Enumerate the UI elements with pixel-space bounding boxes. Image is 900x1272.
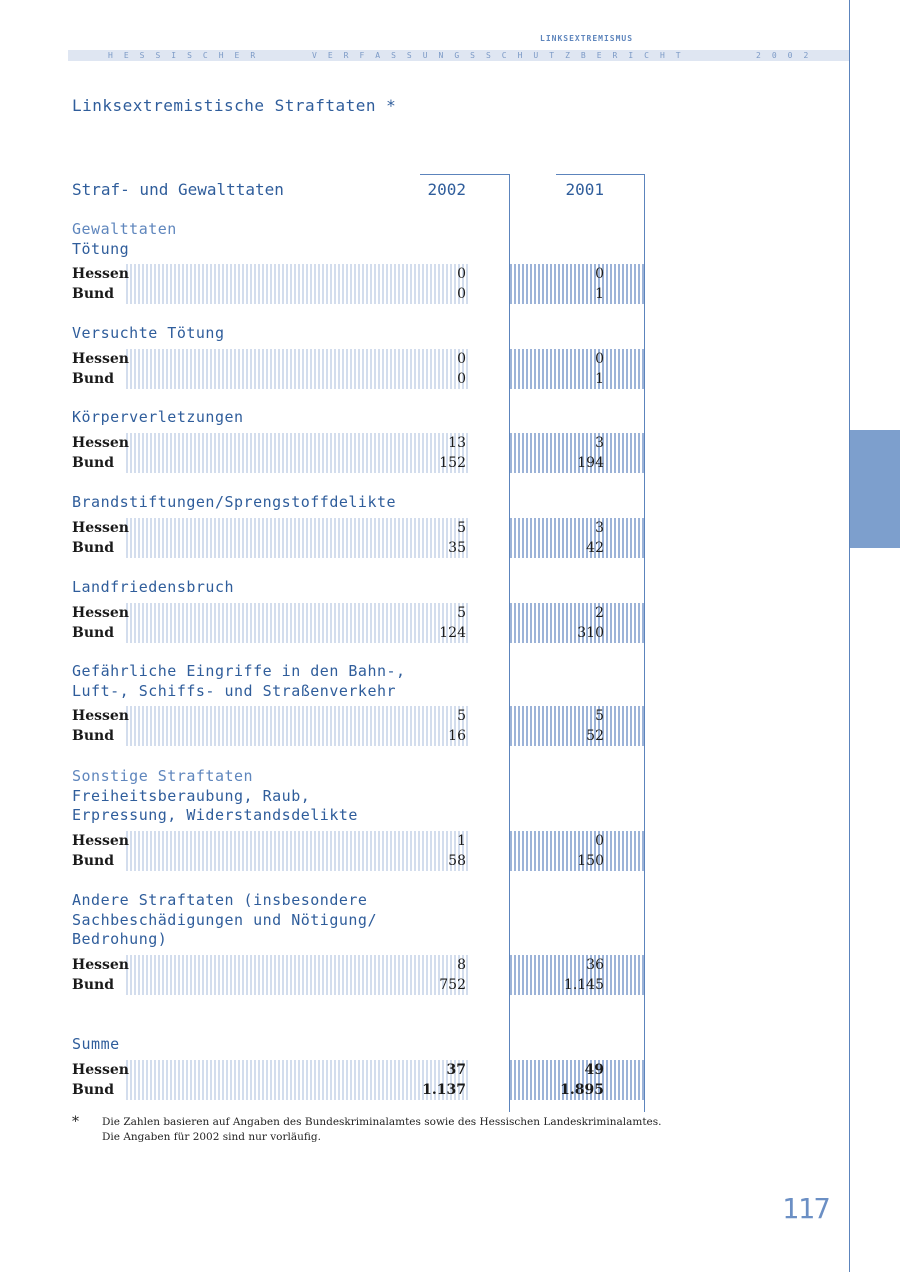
value-2002: 0: [457, 370, 466, 387]
table-right-rule: [644, 174, 645, 1112]
value-2002: 8: [457, 956, 466, 973]
value-2001: 49: [584, 1061, 604, 1078]
section-heading-line: Gefährliche Eingriffe in den Bahn-,: [72, 662, 406, 680]
section-heading-line: Luft-, Schiffs- und Straßenverkehr: [72, 681, 397, 700]
section-heading-line: Erpressung, Widerstandsdelikte: [72, 806, 358, 824]
row-label: Bund: [72, 728, 114, 744]
year-header-2002: 2002: [427, 180, 466, 199]
row-label: Hessen: [72, 832, 129, 849]
value-2001: 1: [595, 286, 604, 302]
section-heading: [72, 662, 406, 701]
row-label: Bund: [72, 624, 114, 641]
row-label: Bund: [72, 286, 114, 302]
section-heading: [72, 493, 396, 513]
value-2001: 1: [595, 370, 604, 387]
row-label: Hessen: [72, 604, 129, 621]
page-title: Linksextremistische Straftaten *: [72, 96, 397, 115]
footnote-line-1: Die Zahlen basieren auf Angaben des Bundeskriminalamtes sowie des Hessischen Landeskriminalamtes.: [102, 1116, 662, 1128]
value-2002: 0: [457, 266, 466, 282]
value-2002: 5: [457, 519, 466, 536]
footnote: [102, 1115, 662, 1145]
value-2002: 752: [439, 976, 466, 993]
value-2001: 1.145: [563, 976, 604, 993]
row-label: Hessen: [72, 350, 129, 367]
value-2001: 150: [577, 852, 604, 869]
section-heading-line: Körperverletzungen: [72, 408, 244, 426]
value-2002: 13: [448, 434, 466, 451]
row-label: Hessen: [72, 708, 129, 724]
row-label: Hessen: [72, 266, 129, 282]
value-2001: 1.895: [560, 1081, 604, 1098]
right-margin-rule: [849, 0, 850, 1272]
value-2002: 0: [457, 350, 466, 367]
section-heading-line: Sonstige Straftaten: [72, 767, 254, 785]
value-2001: 194: [577, 454, 604, 471]
year-2001-top-rule: [556, 174, 645, 175]
value-2002: 152: [439, 454, 466, 471]
header-band-left: HESSISCHER: [108, 51, 267, 60]
value-2001: 5: [595, 708, 604, 724]
header-band-mid: VERFASSUNGSSCHUTZBERICHT: [312, 51, 692, 60]
section-heading-line: Summe: [72, 1035, 120, 1053]
section-heading-line: Tötung: [72, 239, 130, 258]
chapter-tab: [850, 430, 900, 548]
section-heading-line: Bedrohung): [72, 930, 168, 948]
year-header-2001: 2001: [565, 180, 604, 199]
header-band: [68, 50, 850, 61]
value-2001: 2: [595, 604, 604, 621]
row-label: Hessen: [72, 519, 129, 536]
value-2001: 36: [586, 956, 604, 973]
value-2002: 5: [457, 604, 466, 621]
table-column-label: Straf- und Gewalttaten: [72, 180, 284, 199]
row-label: Bund: [72, 539, 114, 556]
section-heading-line: Versuchte Tötung: [72, 324, 225, 342]
value-2002: 58: [448, 852, 466, 869]
value-2001: 0: [595, 832, 604, 849]
section-heading-line: Freiheitsberaubung, Raub,: [72, 786, 311, 805]
row-label: Bund: [72, 976, 114, 993]
value-2002: 0: [457, 286, 466, 302]
section-heading: [72, 408, 244, 428]
section-heading-line: Andere Straftaten (insbesondere: [72, 891, 368, 909]
running-title: LINKSEXTREMISMUS: [540, 34, 634, 43]
section-heading: [72, 220, 177, 259]
value-2001: 0: [595, 350, 604, 367]
section-heading: [72, 578, 234, 598]
value-2001: 52: [586, 728, 604, 744]
footnote-line-2: Die Angaben für 2002 sind nur vorläufig.: [102, 1131, 321, 1143]
section-heading-line: Landfriedensbruch: [72, 578, 235, 596]
header-band-right: 2002: [756, 51, 820, 60]
section-heading: [72, 324, 225, 344]
value-2002: 5: [457, 708, 466, 724]
value-2001: 42: [586, 539, 604, 556]
value-2002: 37: [446, 1061, 466, 1078]
section-heading-line: Gewalttaten: [72, 220, 177, 238]
row-label: Bund: [72, 852, 114, 869]
section-heading: [72, 767, 358, 826]
row-label: Hessen: [72, 1061, 129, 1078]
section-heading-line: Sachbeschädigungen und Nötigung/: [72, 910, 377, 929]
row-label: Bund: [72, 1081, 114, 1098]
row-label: Hessen: [72, 956, 129, 973]
value-2002: 1.137: [422, 1081, 466, 1098]
row-label: Bund: [72, 454, 114, 471]
value-2001: 3: [595, 519, 604, 536]
value-2001: 0: [595, 266, 604, 282]
section-heading: [72, 1035, 120, 1055]
value-2001: 310: [577, 624, 604, 641]
value-2001: 3: [595, 434, 604, 451]
row-label: Bund: [72, 370, 114, 387]
section-heading-line: Brandstiftungen/Sprengstoffdelikte: [72, 493, 397, 511]
value-2002: 16: [448, 728, 466, 744]
footnote-mark: *: [72, 1114, 79, 1130]
value-2002: 1: [457, 832, 466, 849]
year-2002-top-rule: [420, 174, 510, 175]
section-heading: [72, 891, 377, 950]
row-label: Hessen: [72, 434, 129, 451]
value-2002: 124: [439, 624, 466, 641]
page-number: 117: [782, 1192, 830, 1225]
value-2002: 35: [448, 539, 466, 556]
